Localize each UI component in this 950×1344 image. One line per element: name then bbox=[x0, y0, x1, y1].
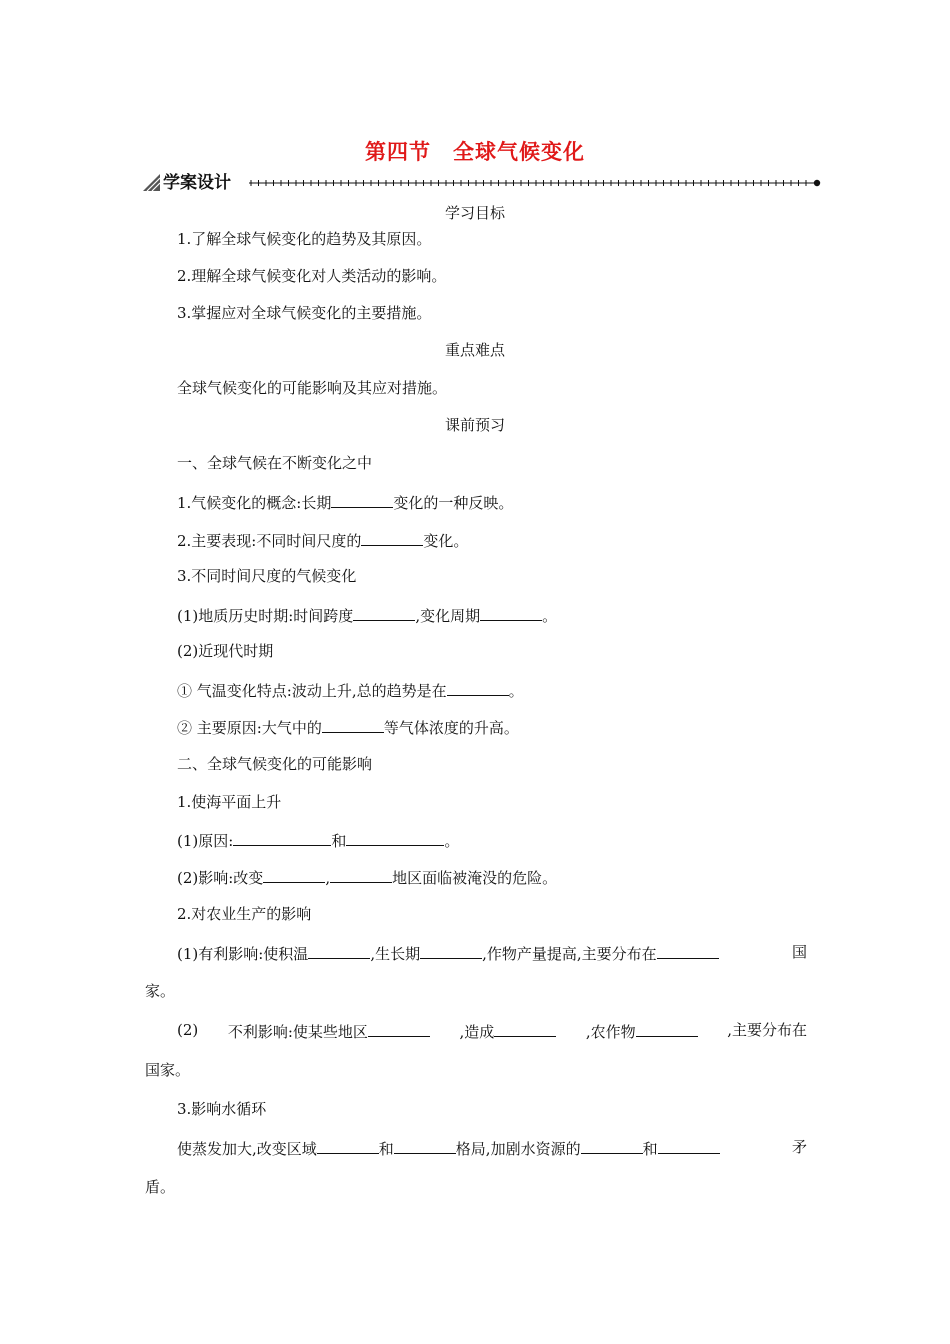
part2-s2: 2.对农业生产的影响 bbox=[177, 905, 312, 923]
answer-blank[interactable] bbox=[330, 866, 392, 883]
part1-heading: 一、全球气候在不断变化之中 bbox=[177, 454, 373, 472]
answer-blank[interactable] bbox=[636, 1020, 698, 1037]
part2-s2-1-cont: 家。 bbox=[145, 982, 176, 1000]
answer-blank[interactable] bbox=[353, 604, 415, 621]
answer-blank[interactable] bbox=[420, 942, 482, 959]
objective-2: 2.理解全球气候变化对人类活动的影响。 bbox=[177, 267, 447, 285]
objective-1: 1.了解全球气候变化的趋势及其原因。 bbox=[177, 230, 432, 248]
part1-q2: 2.主要表现:不同时间尺度的 变化。 bbox=[177, 529, 468, 551]
part2-s2-1: (1)有利影响:使积温 ,生长期 ,作物产量提高,主要分布在 国 bbox=[177, 943, 807, 963]
answer-blank[interactable] bbox=[480, 604, 542, 621]
answer-blank[interactable] bbox=[322, 716, 384, 733]
answer-blank[interactable] bbox=[658, 1137, 720, 1154]
answer-blank[interactable] bbox=[361, 529, 423, 546]
answer-blank[interactable] bbox=[263, 866, 325, 883]
title-part2: 全球气候变化 bbox=[453, 140, 585, 164]
part2-s3: 3.影响水循环 bbox=[177, 1100, 267, 1118]
answer-blank[interactable] bbox=[447, 679, 509, 696]
answer-blank[interactable] bbox=[581, 1137, 643, 1154]
part2-s2-2: (2) 不利影响:使某些地区 ,造成 ,农作物 ,主要分布在 bbox=[177, 1021, 807, 1041]
part1-q3-2b: ② 主要原因:大气中的 等气体浓度的升高。 bbox=[177, 716, 519, 738]
title-part1: 第四节 bbox=[365, 140, 431, 164]
banner-label: 学案设计 bbox=[163, 173, 231, 193]
answer-blank[interactable] bbox=[346, 829, 444, 846]
answer-blank[interactable] bbox=[394, 1137, 456, 1154]
answer-blank[interactable] bbox=[233, 829, 331, 846]
answer-blank[interactable] bbox=[331, 491, 393, 508]
banner-triangle-icon bbox=[143, 174, 161, 192]
part1-q3: 3.不同时间尺度的气候变化 bbox=[177, 567, 357, 585]
part2-s1: 1.使海平面上升 bbox=[177, 793, 282, 811]
part2-heading: 二、全球气候变化的可能影响 bbox=[177, 755, 373, 773]
page-title bbox=[0, 136, 950, 166]
objectives-heading: 学习目标 bbox=[444, 204, 505, 222]
part1-q1: 1.气候变化的概念:长期 变化的一种反映。 bbox=[177, 491, 513, 513]
answer-blank[interactable] bbox=[308, 942, 370, 959]
keypoints-heading: 重点难点 bbox=[444, 341, 505, 359]
answer-blank[interactable] bbox=[317, 1137, 379, 1154]
answer-blank[interactable] bbox=[368, 1020, 430, 1037]
part1-q3-1: (1)地质历史时期:时间跨度 ,变化周期 。 bbox=[177, 604, 557, 626]
part2-s1-1: (1)原因: 和 。 bbox=[177, 829, 459, 851]
part1-q3-2a: ① 气温变化特点:波动上升,总的趋势是在 。 bbox=[177, 679, 524, 701]
part2-s3-1-cont: 盾。 bbox=[145, 1178, 176, 1196]
objective-3: 3.掌握应对全球气候变化的主要措施。 bbox=[177, 304, 432, 322]
part1-q3-2: (2)近现代时期 bbox=[177, 642, 274, 660]
answer-blank[interactable] bbox=[657, 942, 719, 959]
keypoints-text: 全球气候变化的可能影响及其应对措施。 bbox=[177, 379, 448, 397]
part2-s1-2: (2)影响:改变 , 地区面临被淹没的危险。 bbox=[177, 866, 557, 888]
section-banner bbox=[143, 172, 823, 194]
banner-dotted-rule bbox=[249, 172, 823, 194]
preview-heading: 课前预习 bbox=[444, 416, 505, 434]
part2-s2-2-cont: 国家。 bbox=[145, 1061, 191, 1079]
answer-blank[interactable] bbox=[494, 1020, 556, 1037]
part2-s3-1: 使蒸发加大,改变区域 和 格局,加剧水资源的 和 矛 bbox=[177, 1138, 807, 1158]
